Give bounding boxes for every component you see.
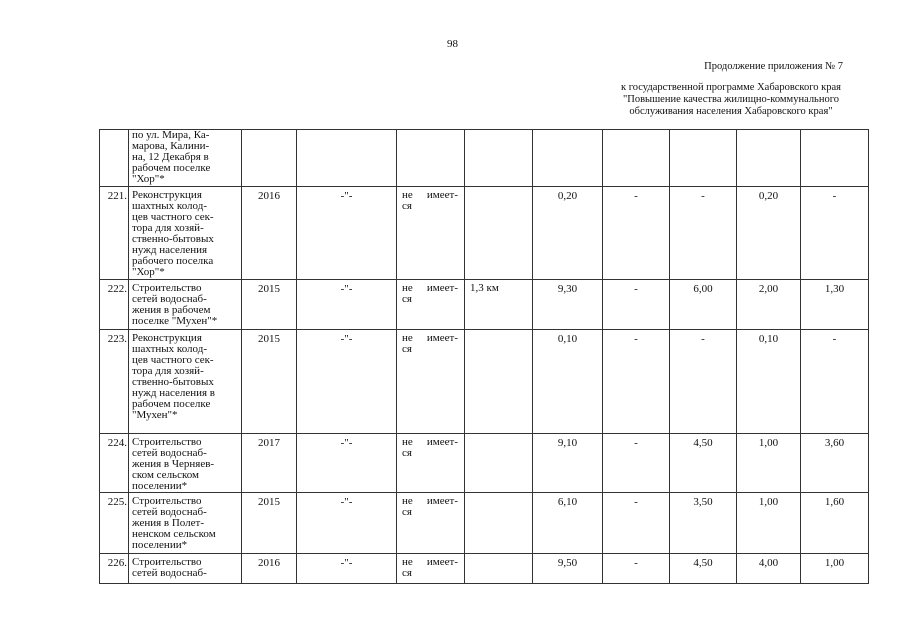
design-status-word: имеет- — [426, 189, 458, 201]
row-number — [100, 130, 129, 187]
design-status-word: не — [402, 282, 413, 294]
capacity-cell — [465, 554, 533, 584]
table-row — [100, 280, 869, 330]
object-name-line: сетей водоснаб- — [132, 506, 207, 518]
federal-budget-cell: - — [603, 493, 670, 554]
federal-budget-cell — [603, 130, 670, 187]
table-row — [100, 330, 869, 434]
ditto-cell: -"- — [297, 330, 397, 434]
year-cell: 2016 — [242, 187, 297, 280]
capacity-cell — [465, 187, 533, 280]
object-name-cell — [129, 130, 242, 187]
ditto-cell: -"- — [297, 554, 397, 584]
design-status-word: ся — [402, 506, 412, 518]
object-name-line: тора для хозяй- — [132, 222, 204, 234]
table-row — [100, 493, 869, 554]
local-budget-cell: 1,00 — [737, 493, 801, 554]
total-cell — [533, 130, 603, 187]
design-status-cell — [397, 493, 465, 554]
object-name-cell — [129, 330, 242, 434]
row-number: 222. — [100, 280, 129, 330]
object-name-line: марова, Калини- — [132, 140, 210, 152]
row-number: 225. — [100, 493, 129, 554]
object-name-line: "Мухен"* — [132, 409, 178, 421]
object-name-line: жения в Черняев- — [132, 458, 215, 470]
object-name-cell — [129, 187, 242, 280]
object-name-line: сетей водоснаб- — [132, 293, 207, 305]
table-row — [100, 187, 869, 280]
row-number: 221. — [100, 187, 129, 280]
federal-budget-cell: - — [603, 330, 670, 434]
object-name-line: поселении* — [132, 480, 188, 492]
object-name-line: тора для хозяй- — [132, 365, 204, 377]
design-status-word: имеет- — [426, 332, 458, 344]
ditto-cell: -"- — [297, 280, 397, 330]
program-reference — [560, 82, 902, 118]
total-cell: 9,50 — [533, 554, 603, 584]
page-number: 98 — [447, 38, 458, 50]
program-ref-line: "Повышение качества жилищно-коммунального — [622, 94, 840, 105]
total-cell: 9,30 — [533, 280, 603, 330]
program-table — [99, 129, 869, 584]
object-name-line: ненском сельском — [132, 528, 216, 540]
design-status-word: ся — [402, 200, 412, 212]
object-name-line: поселении* — [132, 539, 188, 551]
object-name-line: цев частного сек- — [132, 354, 214, 366]
object-name-line: шахтных колод- — [132, 200, 207, 212]
local-budget-cell: 1,00 — [737, 434, 801, 493]
table-row — [100, 554, 869, 584]
object-name-line: сетей водоснаб- — [132, 567, 207, 579]
design-status-word: ся — [402, 447, 412, 459]
design-status-word: имеет- — [426, 282, 458, 294]
total-cell: 0,10 — [533, 330, 603, 434]
capacity-cell — [465, 434, 533, 493]
object-name-line: по ул. Мира, Ка- — [132, 129, 210, 141]
object-name-line: ском сельском — [132, 469, 199, 481]
other-sources-cell: - — [801, 330, 869, 434]
table-body — [100, 130, 869, 584]
federal-budget-cell: - — [603, 554, 670, 584]
ditto-cell: -"- — [297, 187, 397, 280]
capacity-cell — [465, 493, 533, 554]
design-status-word: ся — [402, 567, 412, 579]
object-name-line: "Хор"* — [132, 266, 165, 278]
local-budget-cell — [737, 130, 801, 187]
regional-budget-cell: 4,50 — [670, 434, 737, 493]
local-budget-cell: 4,00 — [737, 554, 801, 584]
year-cell: 2017 — [242, 434, 297, 493]
design-status-word: ся — [402, 343, 412, 355]
design-status-word: не — [402, 556, 413, 568]
object-name-line: Строительство — [132, 436, 202, 448]
regional-budget-cell: 4,50 — [670, 554, 737, 584]
local-budget-cell: 2,00 — [737, 280, 801, 330]
design-status-cell — [397, 280, 465, 330]
design-status-word: не — [402, 495, 413, 507]
federal-budget-cell: - — [603, 280, 670, 330]
design-status-word: не — [402, 189, 413, 201]
appendix-title: Продолжение приложения № 7 — [704, 61, 843, 72]
object-name-line: рабочем поселке — [132, 162, 211, 174]
design-status-cell — [397, 434, 465, 493]
other-sources-cell: 1,00 — [801, 554, 869, 584]
object-name-line: ственно-бытовых — [132, 233, 214, 245]
design-status-word: не — [402, 332, 413, 344]
regional-budget-cell: 6,00 — [670, 280, 737, 330]
design-status-word: ся — [402, 293, 412, 305]
object-name-line: "Хор"* — [132, 173, 165, 185]
capacity-cell: 1,3 км — [465, 280, 533, 330]
other-sources-cell: - — [801, 187, 869, 280]
ditto-cell: -"- — [297, 434, 397, 493]
regional-budget-cell: - — [670, 187, 737, 280]
object-name-line: цев частного сек- — [132, 211, 214, 223]
year-cell: 2015 — [242, 280, 297, 330]
local-budget-cell: 0,20 — [737, 187, 801, 280]
object-name-line: рабочем поселке — [132, 398, 211, 410]
ditto-cell: -"- — [297, 493, 397, 554]
row-number: 226. — [100, 554, 129, 584]
object-name-line: Реконструкция — [132, 189, 202, 201]
other-sources-cell: 3,60 — [801, 434, 869, 493]
total-cell: 0,20 — [533, 187, 603, 280]
regional-budget-cell: 3,50 — [670, 493, 737, 554]
other-sources-cell: 1,60 — [801, 493, 869, 554]
other-sources-cell — [801, 130, 869, 187]
local-budget-cell: 0,10 — [737, 330, 801, 434]
object-name-line: рабочего поселка — [132, 255, 214, 267]
object-name-line: жения в Полет- — [132, 517, 205, 529]
row-number: 223. — [100, 330, 129, 434]
object-name-line: Реконструкция — [132, 332, 202, 344]
ditto-cell — [297, 130, 397, 187]
object-name-line: Строительство — [132, 495, 202, 507]
object-name-line: Строительство — [132, 282, 202, 294]
object-name-cell — [129, 493, 242, 554]
design-status-cell — [397, 187, 465, 280]
object-name-line: шахтных колод- — [132, 343, 207, 355]
design-status-cell — [397, 330, 465, 434]
design-status-word: не — [402, 436, 413, 448]
year-cell: 2015 — [242, 330, 297, 434]
federal-budget-cell: - — [603, 187, 670, 280]
object-name-line: сетей водоснаб- — [132, 447, 207, 459]
design-status-word: имеет- — [426, 495, 458, 507]
regional-budget-cell: - — [670, 330, 737, 434]
total-cell: 6,10 — [533, 493, 603, 554]
program-ref-line: к государственной программе Хабаровского края — [621, 82, 841, 93]
object-name-line: жения в рабочем — [132, 304, 211, 316]
regional-budget-cell — [670, 130, 737, 187]
program-ref-line: обслуживания населения Хабаровского края" — [629, 106, 833, 117]
capacity-cell — [465, 330, 533, 434]
year-cell: 2016 — [242, 554, 297, 584]
object-name-line: нужд населения — [132, 244, 208, 256]
design-status-word: имеет- — [426, 436, 458, 448]
row-number: 224. — [100, 434, 129, 493]
total-cell: 9,10 — [533, 434, 603, 493]
capacity-cell — [465, 130, 533, 187]
design-status-cell — [397, 130, 465, 187]
year-cell — [242, 130, 297, 187]
object-name-cell — [129, 554, 242, 584]
object-name-cell — [129, 280, 242, 330]
design-status-word: имеет- — [426, 556, 458, 568]
object-name-line: поселке "Мухен"* — [132, 315, 218, 327]
object-name-cell — [129, 434, 242, 493]
table-row — [100, 130, 869, 187]
other-sources-cell: 1,30 — [801, 280, 869, 330]
year-cell: 2015 — [242, 493, 297, 554]
object-name-line: Строительство — [132, 556, 202, 568]
federal-budget-cell: - — [603, 434, 670, 493]
table-row — [100, 434, 869, 493]
object-name-line: ственно-бытовых — [132, 376, 214, 388]
design-status-cell — [397, 554, 465, 584]
object-name-line: нужд населения в — [132, 387, 216, 399]
object-name-line: на, 12 Декабря в — [132, 151, 209, 163]
